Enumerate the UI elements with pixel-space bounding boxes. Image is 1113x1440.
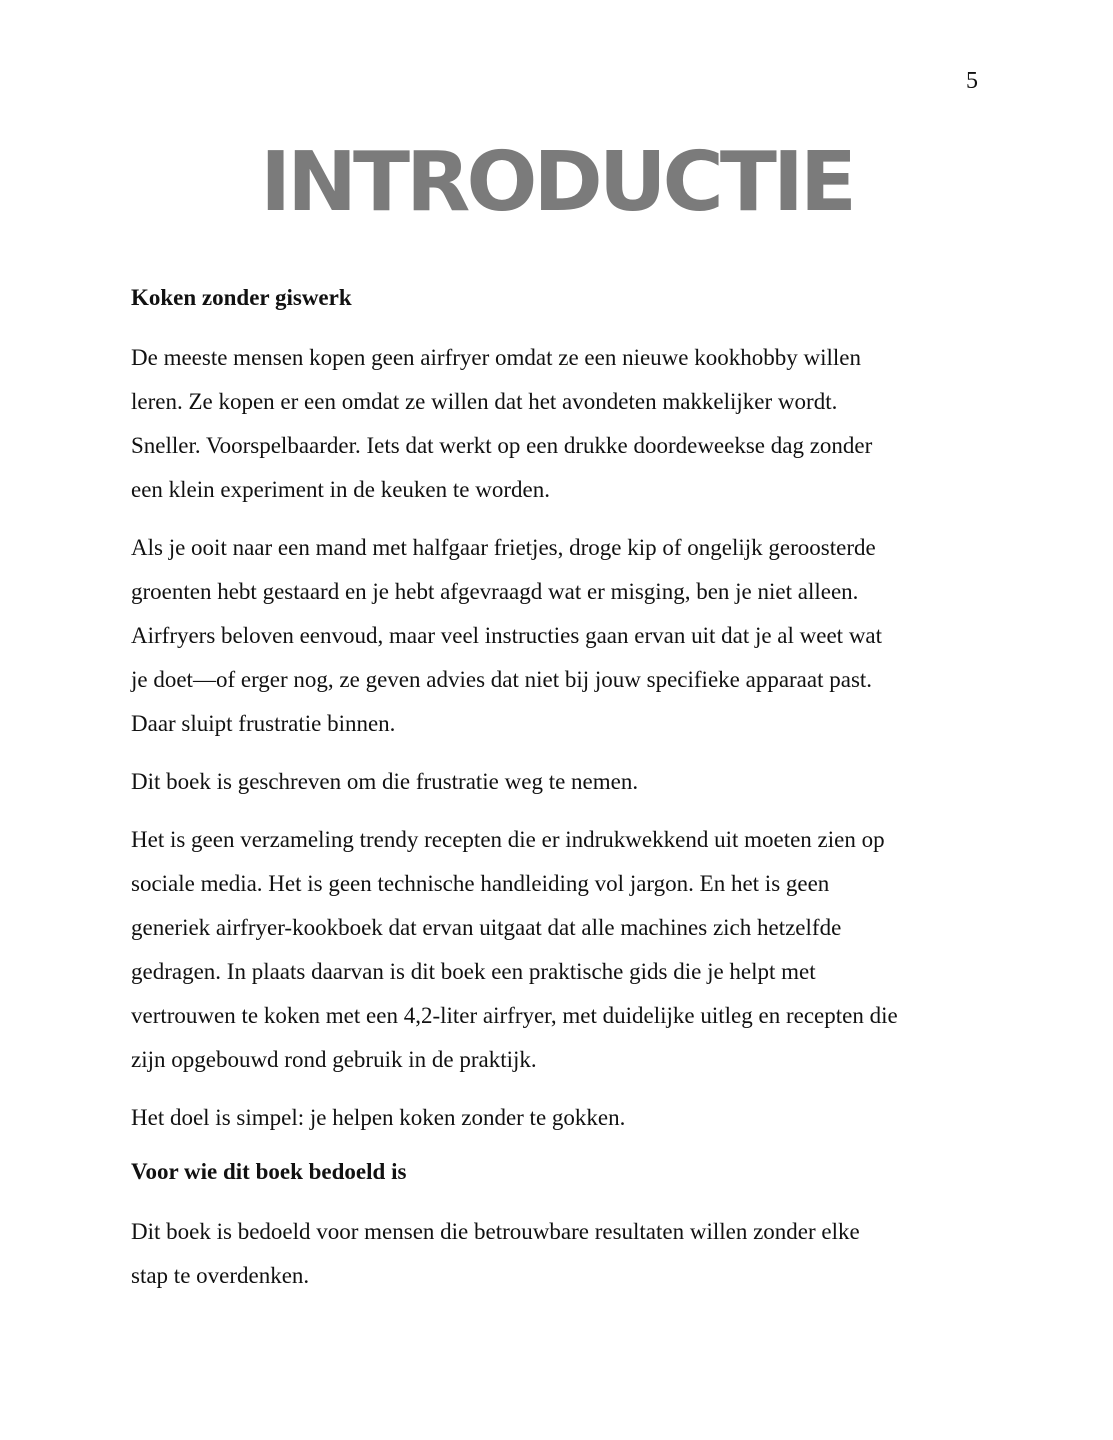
text-line: groenten hebt gestaard en je hebt afgevraagd wat er misging, ben je niet alleen. [131, 579, 859, 604]
text-line: Daar sluipt frustratie binnen. [131, 711, 396, 736]
text-line: De meeste mensen kopen geen airfryer omdat ze een nieuwe kookhobby willen [131, 345, 861, 370]
text-line: Dit boek is geschreven om die frustratie weg te nemen. [131, 769, 639, 794]
text-line: generiek airfryer-kookboek dat ervan uitgaat dat alle machines zich hetzelfde [131, 915, 842, 940]
text-line: Als je ooit naar een mand met halfgaar frietjes, droge kip of ongelijk geroosterde [131, 535, 876, 560]
section-heading: Koken zonder giswerk [131, 285, 352, 310]
paragraph [131, 818, 991, 1082]
text-line: Het is geen verzameling trendy recepten die er indrukwekkend uit moeten zien op [131, 827, 885, 852]
text-line: zijn opgebouwd rond gebruik in de praktijk. [131, 1047, 537, 1072]
text-line: Airfryers beloven eenvoud, maar veel instructies gaan ervan uit dat je al weet wat [131, 623, 883, 648]
page-number: 5 [966, 68, 978, 94]
text-line: Sneller. Voorspelbaarder. Iets dat werkt op een drukke doordeweekse dag zonder [131, 433, 873, 458]
text-line: leren. Ze kopen er een omdat ze willen dat het avondeten makkelijker wordt. [131, 389, 838, 414]
paragraph [131, 1096, 991, 1140]
body-content [131, 280, 991, 1312]
section-heading: Voor wie dit boek bedoeld is [131, 1159, 407, 1184]
text-line: Dit boek is bedoeld voor mensen die betrouwbare resultaten willen zonder elke [131, 1219, 860, 1244]
paragraph [131, 760, 991, 804]
text-line: je doet—of erger nog, ze geven advies dat niet bij jouw specifieke apparaat past. [131, 667, 873, 692]
text-line: sociale media. Het is geen technische handleiding vol jargon. En het is geen [131, 871, 830, 896]
text-line: stap te overdenken. [131, 1263, 310, 1288]
text-line: vertrouwen te koken met een 4,2-liter airfryer, met duidelijke uitleg en recepten die [131, 1003, 898, 1028]
text-line: een klein experiment in de keuken te worden. [131, 477, 550, 502]
paragraph [131, 1210, 991, 1298]
paragraph [131, 336, 991, 512]
text-line: gedragen. In plaats daarvan is dit boek een praktische gids die je helpt met [131, 959, 816, 984]
chapter-title: INTRODUCTIE [260, 135, 853, 230]
paragraph [131, 526, 991, 746]
text-line: Het doel is simpel: je helpen koken zonder te gokken. [131, 1105, 626, 1130]
